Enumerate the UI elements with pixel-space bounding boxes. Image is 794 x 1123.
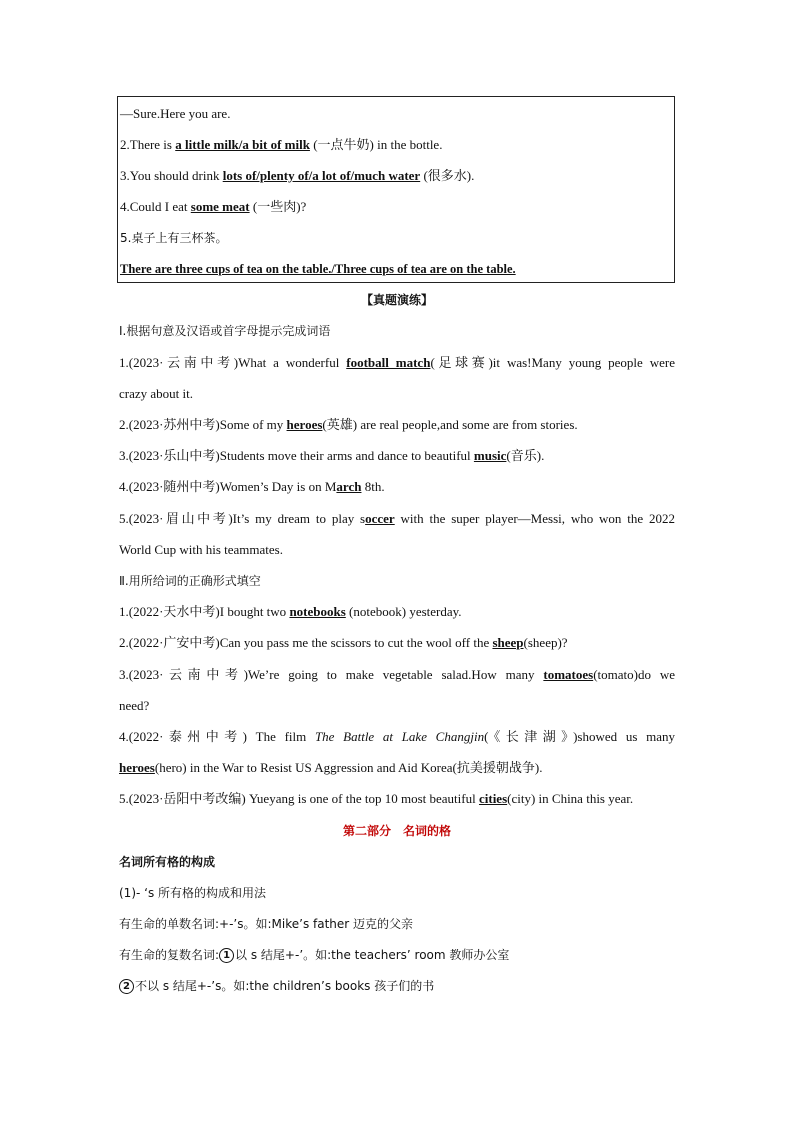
answer-box <box>117 96 675 283</box>
sec1-q2: 2.(2023·苏州中考)Some of my heroes(英雄) are real people,and some are from stories. <box>119 417 578 432</box>
sec2-q3-cont: need? <box>119 698 150 713</box>
rule-2: 有生命的复数名词: 1 以 s 结尾+-’。如:the teachers’ room 教师办公室 <box>119 948 510 962</box>
part-2-subtitle: 名词所有格的构成 <box>119 855 216 869</box>
part-2-title: 第二部分 名词的格 <box>342 824 451 838</box>
sec1-q4: 4.(2023·随州中考)Women’s Day is on March 8th. <box>119 479 385 494</box>
circled-number-1: 1 <box>219 948 234 963</box>
sec1-q5: 5.(2023·眉山中考)It’s my dream to play soccer with the super player—Messi, who won the 2022 <box>119 511 675 526</box>
sec1-q1-cont: crazy about it. <box>119 386 193 401</box>
box-line-1: —Sure.Here you are. <box>120 106 231 121</box>
sec1-q3: 3.(2023·乐山中考)Students move their arms and dance to beautiful music(音乐). <box>119 448 545 463</box>
box-line-4: 4.Could I eat some meat (一些肉)? <box>120 199 307 214</box>
answer: a little milk/a bit of milk <box>175 137 310 152</box>
sec2-q4: 4.(2022·泰州中考) The film The Battle at Lake Changjin(《长津湖》)showed us many <box>119 729 675 744</box>
sec2-q2: 2.(2022·广安中考)Can you pass me the scissors to cut the wool off the sheep(sheep)? <box>119 635 568 650</box>
section-2-title: Ⅱ.用所给词的正确形式填空 <box>119 574 261 588</box>
box-line-3: 3.You should drink lots of/plenty of/a lot of/much water (很多水). <box>120 168 475 183</box>
box-line-2: 2.There is a little milk/a bit of milk (一点牛奶) in the bottle. <box>120 137 443 152</box>
box-line-5: 5.桌子上有三杯茶。 <box>120 231 228 245</box>
sec1-q5-cont: World Cup with his teammates. <box>119 542 283 557</box>
rule-heading: (1)- ‘s 所有格的构成和用法 <box>119 886 267 900</box>
sec2-q5: 5.(2023·岳阳中考改编) Yueyang is one of the top 10 most beautiful cities(city) in China this year. <box>119 791 634 806</box>
rule-1: 有生命的单数名词:+-’s。如:Mike’s father 迈克的父亲 <box>119 917 414 931</box>
sec2-q4-cont: heroes(hero) in the War to Resist US Aggression and Aid Korea(抗美援朝战争). <box>119 760 543 775</box>
sec1-q1: 1.(2023·云南中考)What a wonderful football match(足球赛)it was!Many young people were <box>119 355 675 370</box>
rule-3: 2 不以 s 结尾+-’s。如:the children’s books 孩子们的书 <box>119 978 434 994</box>
answer: some meat <box>190 199 250 214</box>
circled-number-2: 2 <box>119 979 134 994</box>
sec2-q1: 1.(2022·天水中考)I bought two notebooks (notebook) yesterday. <box>119 604 462 619</box>
section-heading-zhenti: 【真题演练】 <box>360 293 433 307</box>
section-1-title: Ⅰ.根据句意及汉语或首字母提示完成词语 <box>119 324 331 338</box>
box-line-6: There are three cups of tea on the table./Three cups of tea are on the table. <box>120 262 516 276</box>
sec2-q3: 3.(2023·云南中考)We’re going to make vegetable salad.How many tomatoes(tomato)do we <box>119 667 675 682</box>
answer: lots of/plenty of/a lot of/much water <box>222 168 421 183</box>
